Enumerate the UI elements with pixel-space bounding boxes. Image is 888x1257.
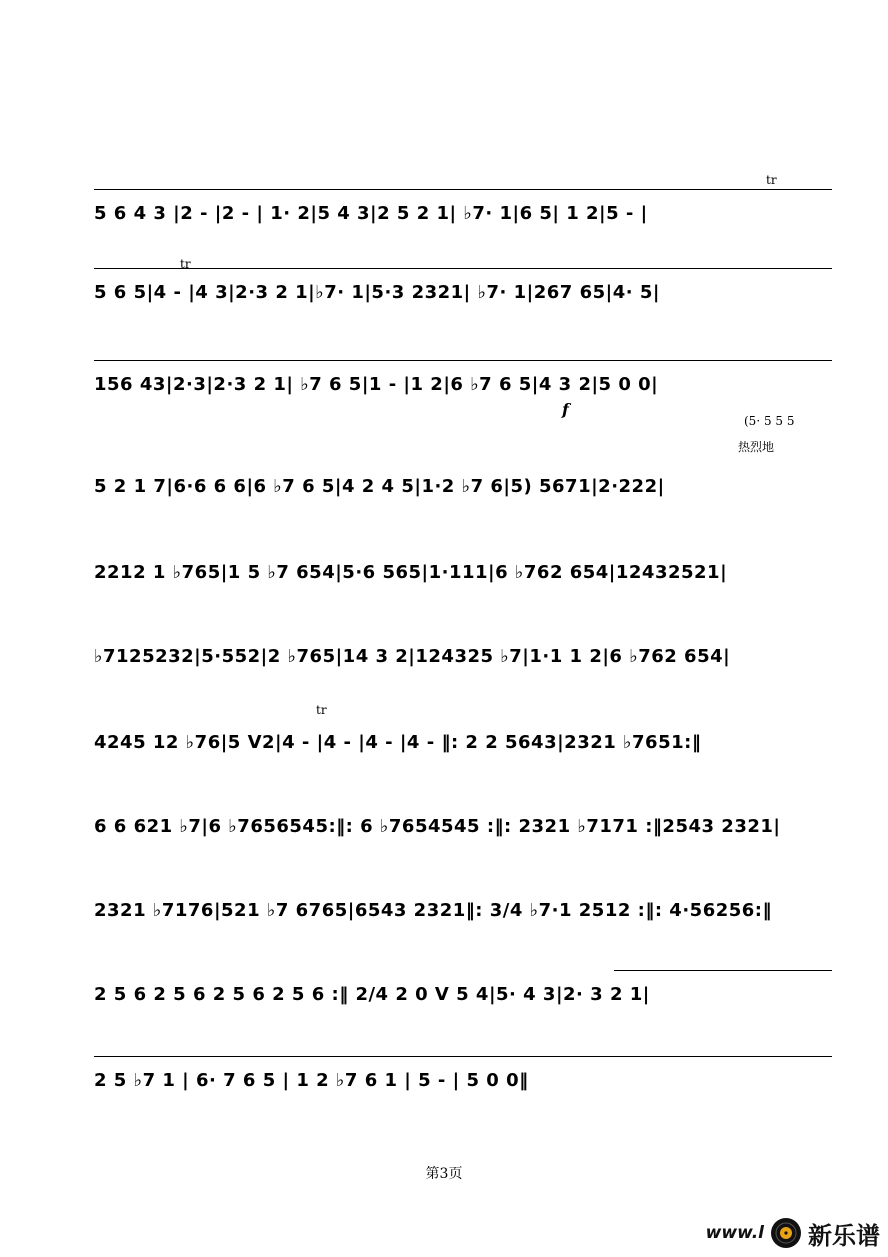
line-notes: 2321 ♭7176|521 ♭7 6765|6543 2321‖: 3/4 ♭7·1 2512 :‖: 4·56256:‖ <box>94 900 772 921</box>
line-notes: 5 6 4 3 |2 - |2 - | 1· 2|5 4 3|2 5 2 1| ♭7· 1|6 5| 1 2|5 - | <box>94 203 648 224</box>
line-notes: 4245 12 ♭76|5 V2|4 - |4 - |4 - |4 - ‖: 2 2 5643|2321 ♭7651:‖ <box>94 732 702 753</box>
score-line-4 <box>94 462 832 502</box>
vinyl-record-icon <box>770 1217 802 1249</box>
line-notes: 6 6 621 ♭7|6 ♭7656545:‖: 6 ♭7654545 :‖: 2321 ♭7171 :‖2543 2321| <box>94 816 781 837</box>
score-line-9 <box>94 886 832 926</box>
slur-mark <box>94 1056 832 1071</box>
trill-mark: tr <box>766 173 777 187</box>
slur-mark <box>94 360 832 375</box>
score-line-6 <box>94 632 832 672</box>
watermark-site-name: 新乐谱 <box>808 1221 880 1250</box>
line-notes: 2212 1 ♭765|1 5 ♭7 654|5·6 565|1·111|6 ♭762 654|12432521| <box>94 562 728 583</box>
dynamic-forte: f <box>562 400 569 419</box>
line-notes: 156 43|2·3|2·3 2 1| ♭7 6 5|1 - |1 2|6 ♭7 6 5|4 3 2|5 0 0| <box>94 374 659 395</box>
page-number: 第3页 <box>425 1166 463 1182</box>
site-watermark[interactable] <box>706 1215 880 1251</box>
slur-mark <box>614 970 832 985</box>
slur-mark <box>94 268 832 283</box>
tempo-marking: 热烈地 <box>738 440 775 454</box>
line-notes: 5 6 5|4 - |4 3|2·3 2 1|♭7· 1|5·3 2321| ♭7· 1|267 65|4· 5| <box>94 282 660 303</box>
score-line-1 <box>94 189 832 229</box>
intro-bracket: (5· 5 5 5 <box>744 414 795 428</box>
score-line-5 <box>94 548 832 588</box>
trill-mark: tr <box>180 257 191 271</box>
line-notes: 2 5 6 2 5 6 2 5 6 2 5 6 :‖ 2/4 2 0 V 5 4|5· 4 3|2· 3 2 1| <box>94 984 650 1005</box>
trill-mark: tr <box>316 703 327 717</box>
slur-mark <box>94 189 832 204</box>
score-line-8 <box>94 802 832 842</box>
watermark-url: www.l <box>705 1223 764 1243</box>
score-line-3 <box>94 360 832 400</box>
score-line-2 <box>94 268 832 308</box>
score-line-10 <box>94 970 832 1010</box>
line-notes: 2 5 ♭7 1 | 6· 7 6 5 | 1 2 ♭7 6 1 | 5 - | 5 0 0‖ <box>94 1070 529 1091</box>
line-notes: 5 2 1 7|6·6 6 6|6 ♭7 6 5|4 2 4 5|1·2 ♭7 6|5) 5671|2·222| <box>94 476 665 497</box>
score-line-11 <box>94 1056 832 1096</box>
line-notes: ♭7125232|5·552|2 ♭765|14 3 2|124325 ♭7|1·1 1 2|6 ♭762 654| <box>94 646 731 667</box>
score-line-7 <box>94 718 832 758</box>
